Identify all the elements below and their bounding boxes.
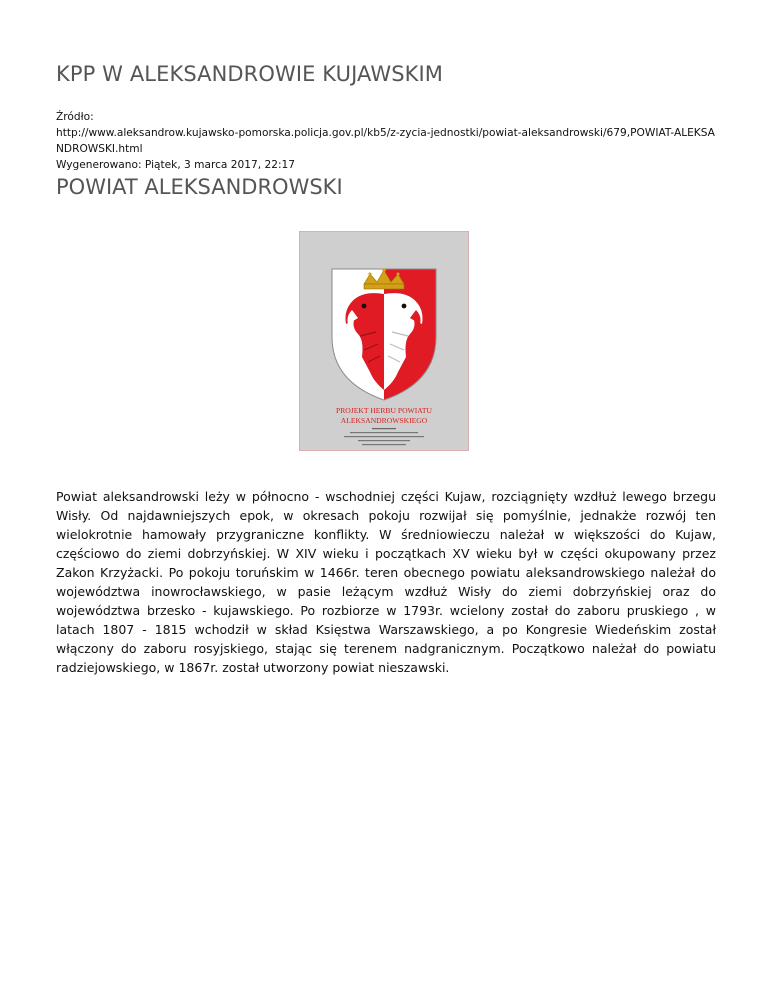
article-body: Powiat aleksandrowski leży w północno - wschodniej części Kujaw, rozciągnięty wzdłuż lewego brzegu Wisły. Od najdawniejszych epok, w okresach pokoju rozwijał się pomyślnie, jednakże rozwój ten wielokrotnie hamowały przygraniczne konflikty. W średniowieczu należał w większości do Kujaw, częściowo do ziemi dobrzyńskiej. W XIV wieku i początkach XV wieku był w części okupowany przez Zakon Krzyżacki. Po pokoju toruńskim w 1466r. teren obecnego powiatu aleksandrowskiego należał do województwa inowrocławskiego, w pasie leżącym wzdłuż Wisły do ziemi dobrzyńskiej oraz do województwa brzesko - kujawskiego. Po rozbiorze w 1793r. wcielony został do zaboru pruskiego , w latach 1807 - 1815 wchodził w skład Księstwa Warszawskiego, a po Kongresie Wiedeńskim został włączony do zaboru rosyjskiego, stając się terenem nadgranicznym. Początkowo należał do powiatu radziejowskiego, w 1867r. został utworzony powiat nieszawski. [56,489,716,675]
article-title: POWIAT ALEKSANDROWSKI [56,175,343,199]
source-url-line2[interactable]: NDROWSKI.html [56,143,143,155]
coat-of-arms-caption-line1: PROJEKT HERBU POWIATU [335,406,433,415]
source-label: Źródło: [56,111,94,123]
source-url-line1[interactable]: http://www.aleksandrow.kujawsko-pomorska.policja.gov.pl/kb5/z-zycia-jednostki/powiat-aleksandrowski/679,POWIAT-ALEKSA [56,127,715,139]
site-title: KPP W ALEKSANDROWIE KUJAWSKIM [56,62,444,86]
coat-of-arms-illustration [300,232,468,450]
source-url[interactable] [56,125,716,157]
coat-of-arms-caption-line2: ALEKSANDROWSKIEGO [340,416,428,425]
source-meta [56,109,716,173]
generated-date: Wygenerowano: Piątek, 3 marca 2017, 22:17 [56,159,296,171]
coat-of-arms-fine-print [344,428,424,445]
coat-of-arms-image [299,231,469,451]
